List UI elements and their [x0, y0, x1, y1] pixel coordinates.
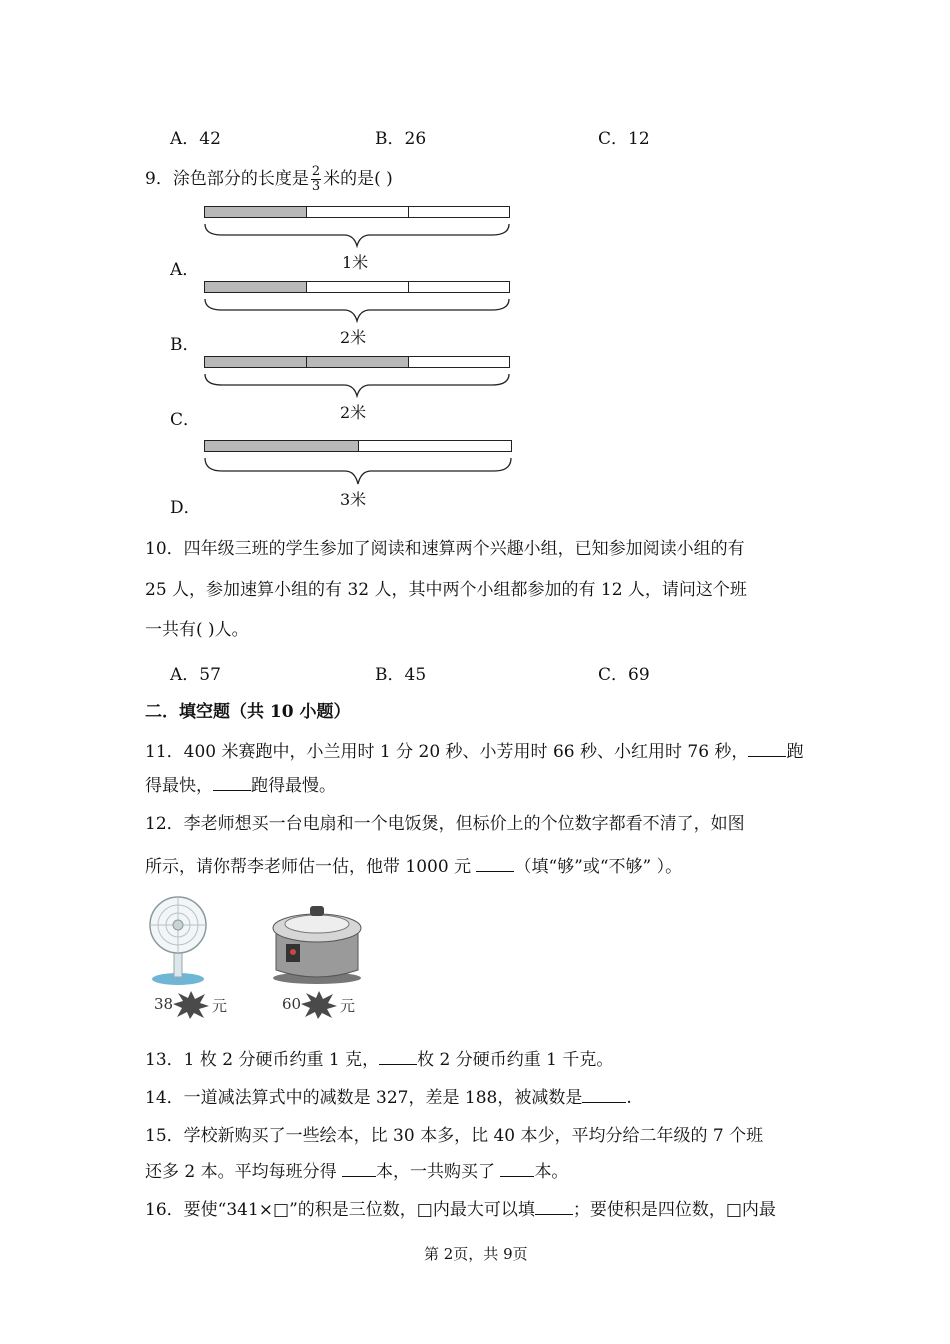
bar-segment: [306, 207, 407, 217]
q9-stem: 9．涂色部分的长度是 $\frac{2}{3}$ 米的是( ): [145, 164, 393, 194]
bar-segment: [408, 357, 509, 367]
q10-line1: 10．四年级三班的学生参加了阅读和速算两个兴趣小组，已知参加阅读小组的有: [145, 539, 745, 559]
bar-segment-shaded: [205, 357, 306, 367]
q9-option-d-letter: D．: [170, 498, 201, 518]
q12-blank[interactable]: [476, 855, 514, 872]
q15-line2: 还多 2 本。平均每班分得 本，一共购买了 本。: [145, 1162, 569, 1182]
q9-brace-c: [202, 372, 512, 398]
q10-option-b: B．45: [375, 665, 427, 685]
q9-option-a-letter: A．: [170, 260, 200, 280]
q11-line2: 得最快， 跑得最慢。: [145, 776, 336, 796]
cooker-price-unit: 元: [340, 997, 356, 1015]
q13: 13．1 枚 2 分硬币约重 1 克， 枚 2 分硬币约重 1 千克。: [145, 1050, 614, 1070]
q9-brace-b: [202, 297, 512, 323]
q8-option-c: C．12: [598, 129, 650, 149]
q9-option-b-letter: B．: [170, 335, 200, 355]
bar-segment-shaded: [205, 207, 306, 217]
bar-segment-shaded: [205, 441, 358, 451]
q9-bar-c: [204, 356, 510, 368]
q9-label-d: 3米: [340, 490, 367, 509]
q15-blank-1[interactable]: [342, 1160, 376, 1177]
q9-brace-a: [202, 222, 512, 248]
section2-title: 二．填空题（共 10 小题）: [145, 702, 351, 722]
q15-line1: 15．学校新购买了一些绘本，比 30 本多，比 40 本少，平均分给二年级的 7 个班: [145, 1126, 764, 1146]
fan-price: 38: [154, 995, 174, 1013]
bar-segment: [408, 282, 509, 292]
q10-line2: 25 人，参加速算小组的有 32 人，其中两个小组都参加的有 12 人，请问这个班: [145, 580, 747, 600]
q16-blank[interactable]: [535, 1198, 573, 1215]
q12-line2: 所示，请你帮李老师估一估，他带 1000 元 （填“够”或“不够” ）。: [145, 857, 683, 877]
q9-label-a: 1米: [342, 253, 369, 272]
bar-segment: [306, 282, 407, 292]
q9-bar-a: [204, 206, 510, 218]
q8-option-a: A．42: [170, 129, 221, 149]
q10-option-c: C．69: [598, 665, 650, 685]
q15-blank-2[interactable]: [500, 1160, 534, 1177]
q10-line3: 一共有( )人。: [145, 620, 249, 640]
fan-price-unit: 元: [212, 997, 228, 1015]
q14: 14．一道减法算式中的减数是 327，差是 188，被减数是 .: [145, 1088, 632, 1108]
q11-blank-1[interactable]: [748, 740, 786, 757]
q9-bar-d: [204, 440, 512, 452]
bar-segment-shaded: [306, 357, 407, 367]
bar-segment: [358, 441, 511, 451]
q13-blank[interactable]: [379, 1048, 417, 1065]
electric-fan-image: [138, 895, 218, 987]
q10-option-a: A．57: [170, 665, 221, 685]
q9-option-c-letter: C．: [170, 410, 201, 430]
q14-blank[interactable]: [582, 1086, 626, 1103]
bar-segment-shaded: [205, 282, 306, 292]
q9-bar-b: [204, 281, 510, 293]
q9-brace-d: [202, 456, 514, 486]
q11-line1: 11．400 米赛跑中，小兰用时 1 分 20 秒、小芳用时 66 秒、小红用时 76 秒， 跑: [145, 742, 804, 762]
q12-line1: 12．李老师想买一台电扇和一个电饭煲，但标价上的个位数字都看不清了，如图: [145, 814, 745, 834]
q9-label-b: 2米: [340, 328, 367, 347]
rice-cooker-image: [262, 900, 372, 985]
q11-blank-2[interactable]: [213, 774, 251, 791]
q8-option-b: B．26: [375, 129, 427, 149]
page-footer: 第 2页，共 9页: [424, 1245, 528, 1263]
ink-splat-icon: [300, 990, 338, 1020]
q9-label-c: 2米: [340, 403, 367, 422]
bar-segment: [408, 207, 509, 217]
q9-fraction: $\frac{2}{3}$: [311, 164, 321, 194]
ink-splat-icon: [172, 990, 210, 1020]
cooker-price: 60: [282, 995, 302, 1013]
q16: 16．要使“341×□”的积是三位数，□内最大可以填 ；要使积是四位数，□内最: [145, 1200, 776, 1220]
